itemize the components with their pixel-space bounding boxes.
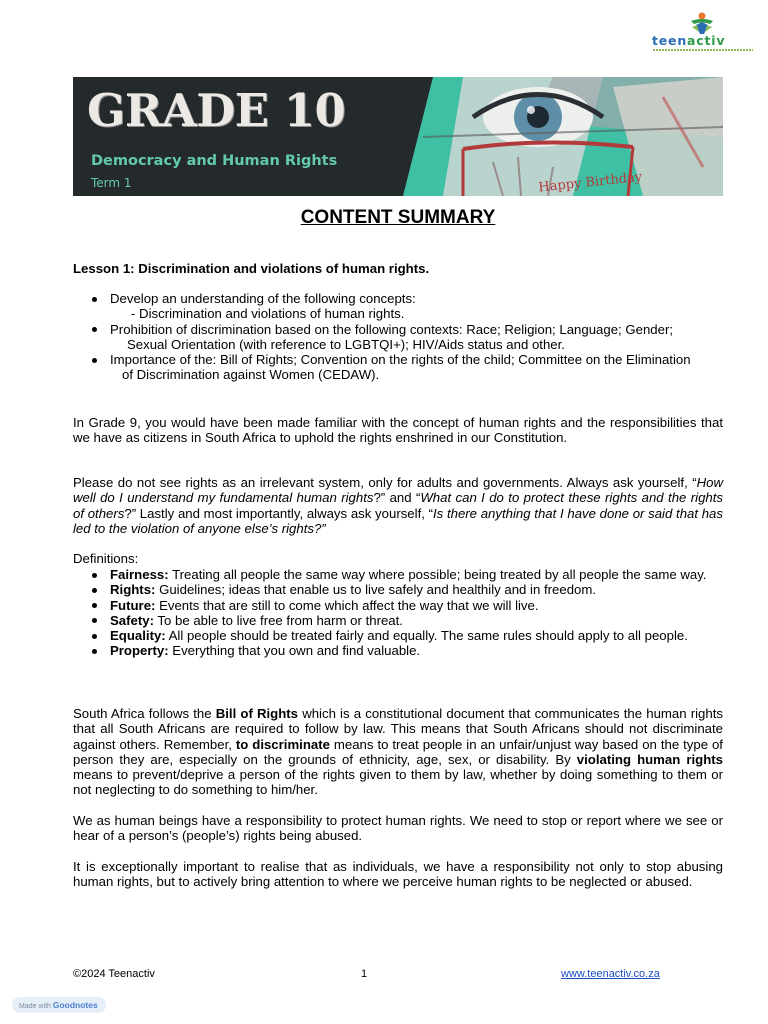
definition-text: All people should be treated fairly and equally. The same rules should apply to all people.	[165, 628, 688, 644]
page-number: 1	[361, 968, 368, 980]
definition-text: Guidelines; ideas that enable us to live safely and healthily and in freedom.	[155, 582, 597, 598]
definition-item	[73, 643, 723, 658]
banner-title: GRADE 10	[87, 84, 346, 137]
logo-wordmark	[652, 34, 725, 48]
text-run: ?” and “	[373, 490, 421, 506]
logo-wordmark-activ: activ	[687, 33, 726, 48]
badge-app-name: Goodnotes	[52, 1000, 98, 1010]
teenactiv-logo	[650, 12, 755, 52]
definition-term: Fairness:	[110, 567, 169, 582]
definition-item	[73, 628, 723, 643]
logo-wordmark-teen: teen	[652, 33, 688, 48]
responsibility-paragraph: We as human beings have a responsibility to protect human rights. We need to stop or report where we see or hear of a person’s (people’s) rights being abused.	[73, 813, 723, 844]
banner-term: Term 1	[91, 176, 132, 190]
lesson-title: Lesson 1: Discrimination and violations of human rights.	[73, 261, 430, 276]
list-item	[73, 322, 723, 353]
list-item	[73, 352, 723, 383]
definition-item	[73, 582, 723, 597]
text-run: ?” Lastly and most importantly, always ask yourself, “	[124, 505, 433, 521]
question-1: How well do I understand my fundamental human rights	[73, 475, 723, 506]
text-run: South Africa follows the	[73, 706, 216, 721]
definition-term: Property:	[110, 643, 169, 659]
definition-term: Rights:	[110, 582, 156, 598]
page-title: CONTENT SUMMARY	[300, 207, 496, 228]
emphasis: Bill of Rights	[215, 706, 299, 721]
text-run: which is a constitutional document that communicates the human rights that all South Africans are required to follow by law. This means that South Africans should not discriminate against others. Remember,	[73, 706, 723, 752]
footer-copyright: ©2024 Teenactiv	[73, 968, 155, 980]
intro-paragraph: In Grade 9, you would have been made familiar with the concept of human rights and the responsibilities that we have as citizens in South Africa to uphold the rights enshrined in our Constitution.	[73, 415, 723, 446]
question-2: What can I do to protect these rights and the rights of others	[73, 490, 723, 521]
definition-text: Treating all people the same way where possible; being treated by all people the same way.	[168, 567, 707, 582]
objective-text: Develop an understanding of the following concepts:	[110, 291, 416, 306]
objective-subtext: Sexual Orientation (with reference to LGBTQI+); HIV/Aids status and other.	[127, 336, 565, 352]
objective-subtext: - Discrimination and violations of human rights.	[131, 306, 405, 322]
definition-text: To be able to live free from harm or threat.	[153, 612, 403, 628]
definition-item	[73, 598, 723, 613]
definitions-label: Definitions:	[73, 551, 139, 566]
definition-term: Future:	[110, 597, 156, 613]
definition-text: Events that are still to come which affect the way that we will live.	[155, 597, 539, 613]
emphasis: violating human rights	[576, 751, 723, 767]
banner-eye-artwork	[403, 77, 723, 196]
goodnotes-badge	[12, 997, 106, 1013]
text-run: Please do not see rights as an irrelevant system, only for adults and governments. Always ask yourself, “	[73, 475, 697, 490]
definition-text: Everything that you own and find valuable.	[168, 643, 421, 659]
text-run: means to prevent/deprive a person of the rights given to them by law, whether by doing something to them or not neglecting to do something to him/her.	[73, 767, 723, 798]
reflection-paragraph	[73, 475, 723, 536]
emphasis: to discriminate	[235, 736, 330, 752]
list-item	[73, 291, 723, 322]
definitions-list	[73, 567, 723, 659]
banner-art-caption: Happy Birthday	[537, 169, 643, 196]
text-run: means to treat people in an unfair/unjust way based on the type of person they are, especially on the grounds of ethnicity, age, sex, or disability. By	[73, 736, 723, 767]
footer-website-link[interactable]: www.teenactiv.co.za	[561, 968, 660, 980]
definition-item	[73, 613, 723, 628]
objective-text: Prohibition of discrimination based on the following contexts: Race; Religion; Language; Gender;	[110, 321, 674, 337]
bill-of-rights-paragraph	[73, 706, 723, 798]
banner-subtitle: Democracy and Human Rights	[91, 153, 338, 169]
grade-banner	[73, 77, 723, 196]
objectives-list	[73, 291, 723, 383]
question-3: Is there anything that I have done or said that has led to the violation of anyone else’s rights?”	[73, 505, 723, 536]
badge-made-with: Made with	[19, 1003, 51, 1010]
objective-text: Importance of the: Bill of Rights; Convention on the rights of the child; Committee on the Elimination	[110, 352, 691, 368]
definition-term: Equality:	[110, 628, 166, 644]
definition-term: Safety:	[110, 612, 154, 628]
closing-paragraph: It is exceptionally important to realise that as individuals, we have a responsibility not only to stop abusing human rights, but to actively bring attention to where we perceive human rights to be neglected or abused.	[73, 859, 723, 890]
logo-tagline	[653, 49, 753, 51]
definition-item	[73, 567, 723, 582]
objective-subtext: of Discrimination against Women (CEDAW).	[122, 367, 380, 383]
